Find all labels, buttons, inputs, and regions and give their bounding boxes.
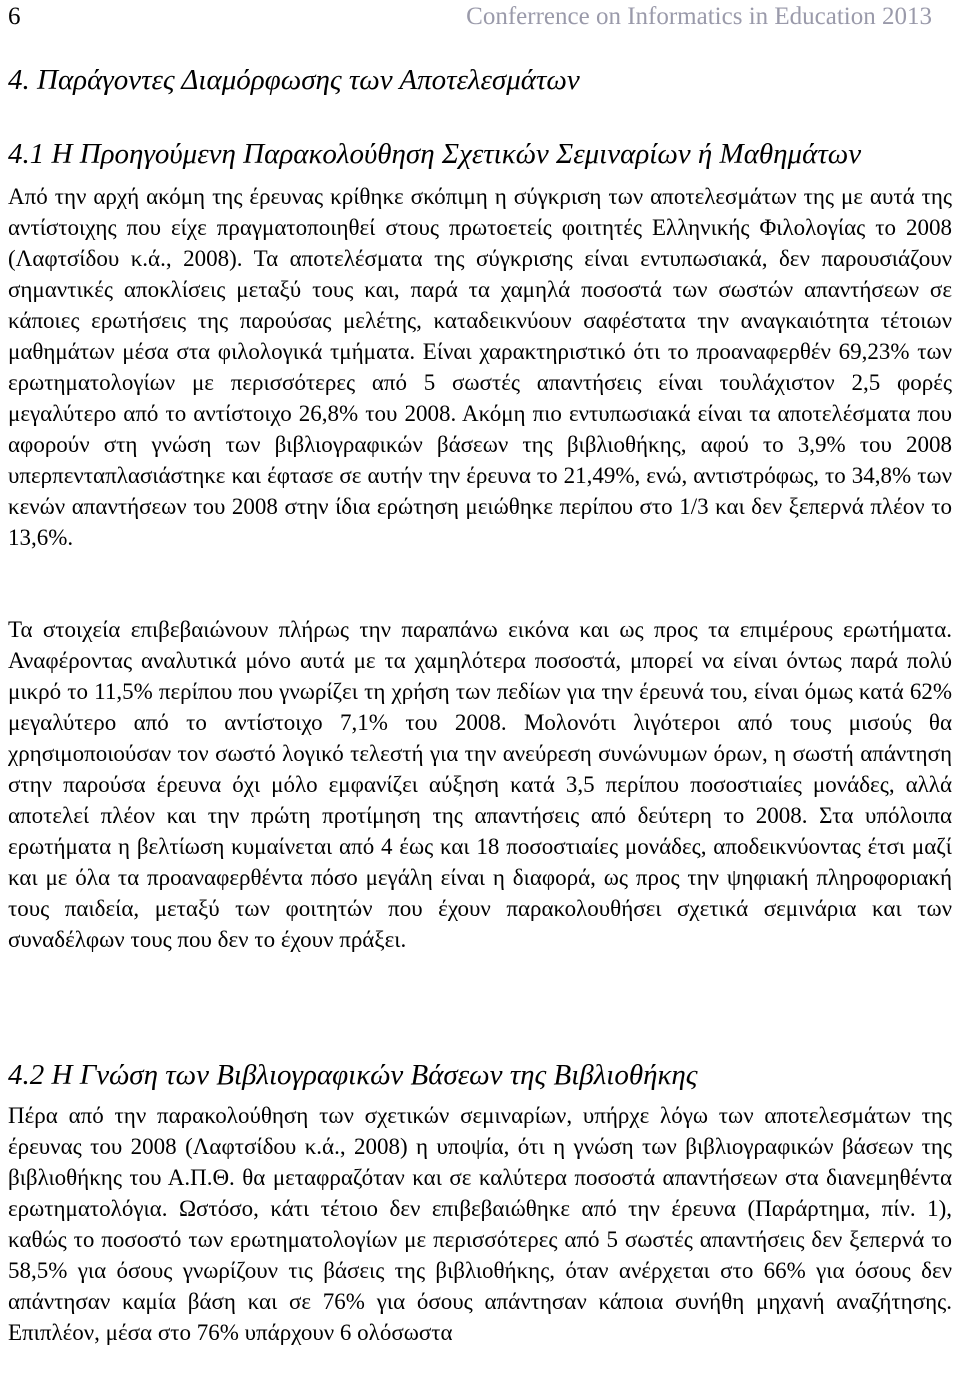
page-header (8, 0, 932, 36)
subsection-heading-4-1: 4.1 Η Προηγούμενη Παρακολούθηση Σχετικών Σεμιναρίων ή Μαθημάτων (8, 138, 862, 170)
paragraph: Από την αρχή ακόμη της έρευνας κρίθηκε σκόπιμη η σύγκριση των αποτελεσμάτων της με αυτά της αντίστοιχης που είχε πραγματοποιηθεί στους πρωτοετείς φοιτητές Ελληνικής Φιλολογίας το 2008 (Λαφτσίδου κ.ά., 2008). Τα αποτελέσματα της σύγκρισης είναι εντυπωσιακά, δεν παρουσιάζουν σημαντικές αποκλίσεις μεταξύ τους και, παρά τα χαμηλά ποσοστά των σωστών απαντήσεων σε κάποιες ερωτήσεις της παρούσας μελέτης, καταδεικνύουν σαφέστατα την αναγκαιότητα τέτοιων μαθημάτων μέσα στα φιλολογικά τμήματα. Είναι χαρακτηριστικό ότι το προαναφερθέν 69,23% των ερωτηματολογίων με περισσότερες από 5 σωστές απαντήσεις είναι τουλάχιστον 2,5 φορές μεγαλύτερο από το αντίστοιχο 26,8% του 2008. Ακόμη πιο εντυπωσιακά είναι τα αποτελέσματα που αφορούν στη γνώση των βιβλιογραφικών βάσεων της βιβλιοθήκης, αφού το 3,9% του 2008 υπερπενταπλασιάστηκε και έφτασε σε αυτήν την έρευνα το 21,49%, ενώ, αντιστρόφως, το 34,8% των κενών απαντήσεων του 2008 στην ίδια ερώτηση μειώθηκε περίπου στο 1/3 και δεν ξεπερνά πλέον το 13,6%. (8, 184, 952, 550)
section-heading: 4. Παράγοντες Διαμόρφωσης των Αποτελεσμάτων (8, 64, 580, 96)
running-head: Conferrence on Informatics in Education 2013 (466, 3, 932, 30)
paragraph: Τα στοιχεία επιβεβαιώνουν πλήρως την παραπάνω εικόνα και ως προς τα επιμέρους ερωτήματα. Αναφέροντας αναλυτικά μόνο αυτά με τα χαμηλότερα ποσοστά, μπορεί να είναι όντως παρά πολύ μικρό το 11,5% περίπου που γνωρίζει τη χρήση των πεδίων για την έρευνά του, είναι όμως κατά 62% μεγαλύτερο από το αντίστοιχο 7,1% του 2008. Μολονότι λιγότεροι από τους μισούς θα χρησιμοποιούσαν τον σωστό λογικό τελεστή για την ανεύρεση συνώνυμων όρων, η σωστή απάντηση στην παρούσα έρευνα όχι μόλο εμφανίζει αύξηση κατά 3,5 περίπου ποσοστιαίες μονάδες, αλλά αποτελεί πλέον και την πρώτη προτίμηση της απαντήσεις από δεύτερη το 2008. Στα υπόλοιπα ερωτήματα η βελτίωση κυμαίνεται από 4 έως και 18 ποσοστιαίες μονάδες, αποδεικνύοντας έτσι μαζί και με όλα τα προαναφερθέντα πόσο μεγάλη είναι η διαφορά, ως προς την ψηφιακή πληροφοριακή τους παιδεία, μεταξύ των φοιτητών που έχουν παρακολουθήσει σχετικά σεμινάρια και των συναδέλφων τους που δεν το έχουν πράξει. (8, 617, 952, 952)
paragraph: Πέρα από την παρακολούθηση των σχετικών σεμιναρίων, υπήρχε λόγω των αποτελεσμάτων της έρευνας του 2008 (Λαφτσίδου κ.ά., 2008) η υποψία, ότι η γνώση των βιβλιογραφικών βάσεων της βιβλιοθήκης του Α.Π.Θ. θα μεταφραζόταν και σε καλύτερα ποσοστά απαντήσεων στα διανεμηθέντα ερωτηματολόγια. Ωστόσο, κάτι τέτοιο δεν επιβεβαιώθηκε από την έρευνα (Παράρτημα, πίν. 1), καθώς το ποσοστό των ερωτηματολογίων με περισσότερες από 5 σωστές απαντήσεις δεν ξεπερνά το 58,5% για όσους γνωρίζουν τις βάσεις της βιβλιοθήκης, όταν ανέρχεται στο 66% για όσους δεν απάντησαν καμία βάση και σε 76% για όσους απάντησαν κάποια συνήθη μηχανή αναζήτησης. Επιπλέον, μέσα στο 76% υπάρχουν 6 ολόσωστα (8, 1103, 952, 1345)
subsection-heading-4-2: 4.2 Η Γνώση των Βιβλιογραφικών Βάσεων της Βιβλιοθήκης (8, 1059, 698, 1091)
page-number: 6 (8, 3, 21, 30)
